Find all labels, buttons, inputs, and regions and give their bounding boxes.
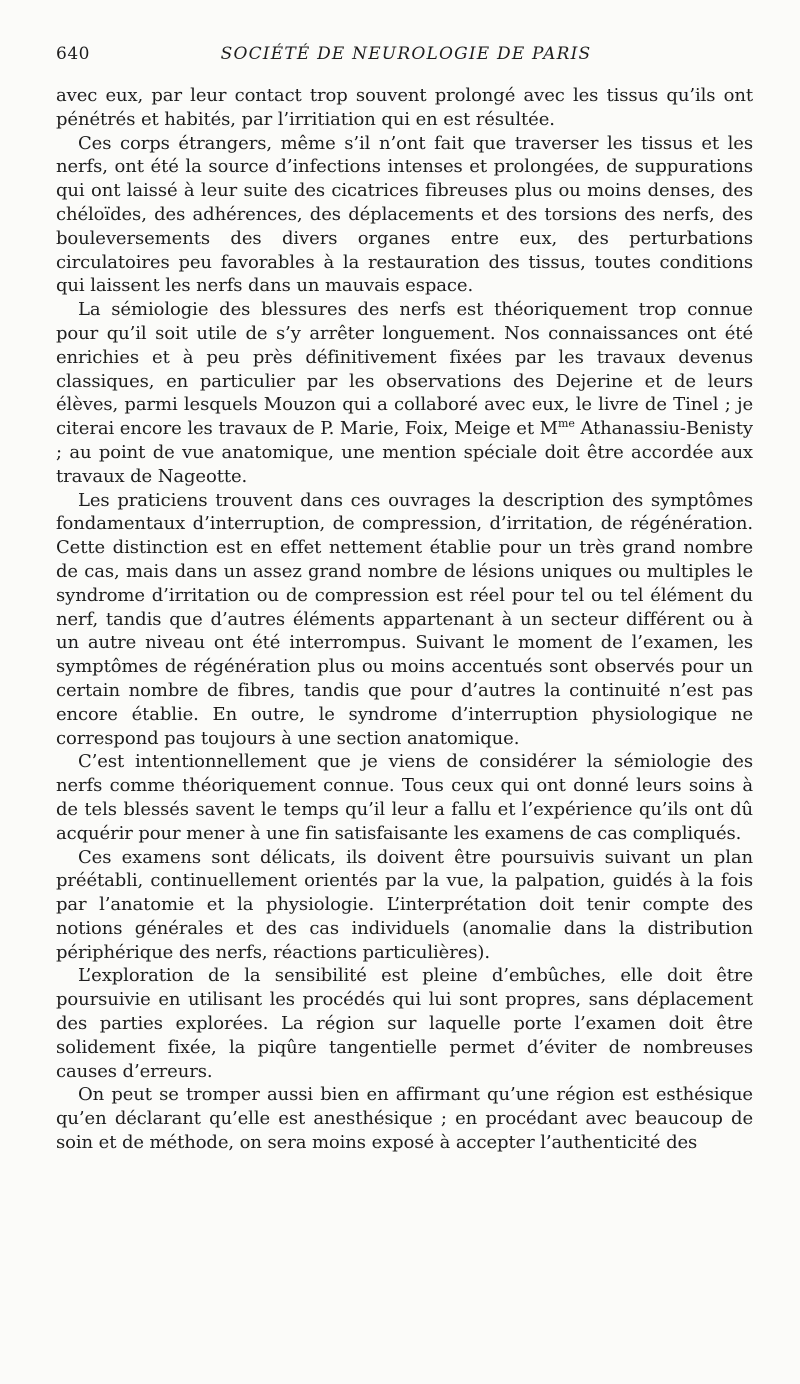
paragraph: Ces examens sont délicats, ils doivent être poursuivis suivant un plan préétabli, continuellement orientés par la vue, la palpation, guidés à la fois par l’anatomie et la physiologie. L’interprétation doit tenir compte des notions générales et des cas individuels (anomalie dans la distribution périphérique des nerfs, réactions particulières). xyxy=(56,846,753,963)
paragraph: L’exploration de la sensibilité est pleine d’embûches, elle doit être poursuivie en utilisant les procédés qui lui sont propres, sans déplacement des parties explorées. La région sur laquelle porte l’examen doit être solidement fixée, la piqûre tangentielle permet d’éviter de nombreuses causes d’erreurs. xyxy=(56,965,753,1082)
paragraph-text: La sémiologie des blessures des nerfs est théoriquement trop connue pour qu’il soit utile de s’y arrêter longuement. Nos connaissances ont été enrichies et à peu près définitivement fixées par les travaux devenus classiques, en particulier par les observations des Dejerine et de leurs élèves, parmi lesquels Mouzon qui a collaboré avec eux, le livre de Tinel ; je citerai encore les travaux de P. Marie, Foix, Meige et M xyxy=(56,299,753,440)
paragraph: Les praticiens trouvent dans ces ouvrages la description des symptômes fondamentaux d’interruption, de compression, d’irritation, de régénération. Cette distinction est en effet nettement établie pour un très grand nombre de cas, mais dans un assez grand nombre de lésions uniques ou multiples le syndrome d’irritation ou de compression est réel pour tel ou tel élément du nerf, tandis que d’autres éléments appartenant à un secteur différent ou à un autre niveau ont été interrompus. Suivant le moment de l’examen, les symptômes de régénération plus ou moins accentués sont observés pour un certain nombre de fibres, tandis que pour d’autres la continuité n’est pas encore établie. En outre, le syndrome d’interruption physiologique ne correspond pas toujours à une section anatomique. xyxy=(56,489,753,749)
paragraph xyxy=(56,298,753,488)
superscript-abbreviation: me xyxy=(558,417,575,431)
page-header xyxy=(56,44,756,74)
paragraph: C’est intentionnellement que je viens de considérer la sémiologie des nerfs comme théoriquement connue. Tous ceux qui ont donné leurs soins à de tels blessés savent le temps qu’il leur a fallu et l’expérience qu’ils ont dû acquérir pour mener à une fin satisfaisante les examens de cas compliqués. xyxy=(56,751,753,844)
paragraph: Ces corps étrangers, même s’il n’ont fait que traverser les tissus et les nerfs, ont été la source d’infections intenses et prolongées, de suppurations qui ont laissé à leur suite des cicatrices fibreuses plus ou moins denses, des chéloïdes, des adhérences, des déplacements et des torsions des nerfs, des bouleversements des divers organes entre eux, des perturbations circulatoires peu favorables à la restauration des tissus, toutes conditions qui laissent les nerfs dans un mauvais espace. xyxy=(56,132,753,297)
paragraph-text: Athanassiu-Benisty ; au point de vue anatomique, une mention spéciale doit être accordée aux travaux de Nageotte. xyxy=(56,418,753,487)
page-number: 640 xyxy=(56,44,90,64)
running-title: SOCIÉTÉ DE NEUROLOGIE DE PARIS xyxy=(220,44,592,64)
body-text xyxy=(56,84,753,1155)
paragraph: On peut se tromper aussi bien en affirmant qu’une région est esthésique qu’en déclarant qu’elle est anesthésique ; en procédant avec beaucoup de soin et de méthode, on sera moins exposé à accepter l’authenticité des xyxy=(56,1084,753,1154)
paragraph: avec eux, par leur contact trop souvent prolongé avec les tissus qu’ils ont pénétrés et habités, par l’irritiation qui en est résultée. xyxy=(56,85,753,130)
